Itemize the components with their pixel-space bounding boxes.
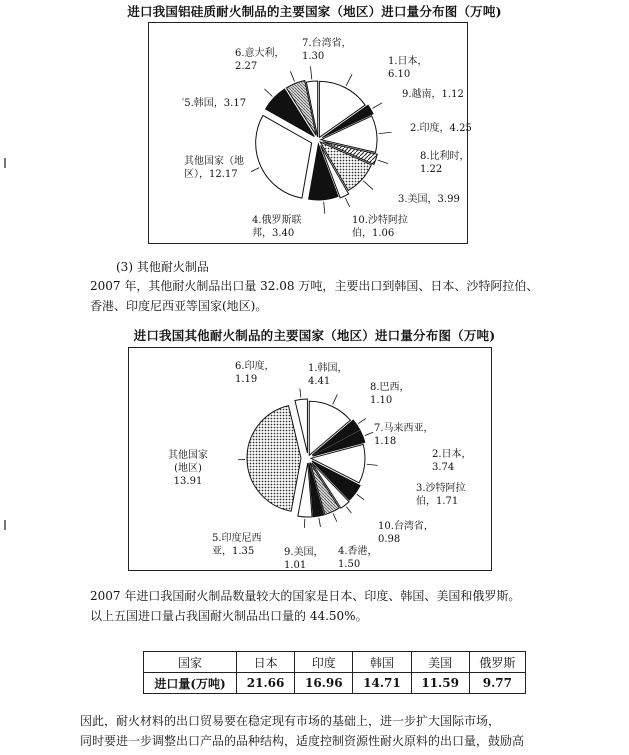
chart1-label-italy: 6.意大利， 2.27 — [235, 48, 285, 72]
chart2-label-japan: 2.日本， 3.74 — [432, 449, 472, 473]
paragraph-conclusion: 因此，耐火材料的出口贸易要在稳定现有市场的基础上，进一步扩大国际市场， 同时要进一步调整出口产品的品种结构，适度控制资源性耐火原料的出口量，鼓励高 — [80, 714, 525, 748]
chart1-label-india: 2.印度，4.25 — [410, 123, 472, 134]
chart2-label-korea: 1.韩国， 4.41 — [308, 363, 348, 387]
chart2-leader-line — [346, 507, 351, 513]
table-header-cell: 俄罗斯 — [469, 652, 525, 673]
table-header-cell: 印度 — [295, 652, 353, 673]
table-cell: 11.59 — [411, 673, 469, 694]
paragraph-top-importers: 2007 年进口我国耐火制品数量较大的国家是日本、印度、韩国、美国和俄罗斯。 以上五国进口量占我国耐火制品出口量的 44.50%。 — [90, 589, 521, 623]
chart1-label-vietnam: 9.越南，1.12 — [402, 89, 464, 100]
table-cell: 进口量(万吨) — [144, 673, 237, 694]
table-cell: 21.66 — [237, 673, 295, 694]
chart2-leader-line — [365, 432, 373, 435]
import-volume-table — [143, 651, 526, 694]
chart2-label-saudi: 3.沙特阿拉 伯，1.71 — [416, 483, 466, 507]
chart1-title: 进口我国铝硅质耐火制品的主要国家（地区）进口量分布图（万吨) — [127, 4, 502, 19]
table-header-cell: 国家 — [144, 652, 237, 673]
chart2-label-brazil: 8.巴西， 1.10 — [370, 382, 410, 406]
chart2-label-india: 6.印度， 1.19 — [235, 361, 275, 385]
chart2-leader-line — [367, 464, 378, 465]
table-row — [144, 673, 526, 694]
chart2-label-malaysia: 7.马来西亚， 1.18 — [374, 423, 434, 447]
table-header-row — [144, 652, 526, 673]
chart2-leader-line — [357, 494, 364, 499]
chart2-leader-line — [358, 419, 365, 424]
chart2-label-taiwan: 10.台湾省， 0.98 — [378, 521, 434, 545]
chart1-label-others: 其他国家（地 区），12.17 — [184, 156, 244, 180]
table-cell: 9.77 — [469, 673, 525, 694]
table-header-cell: 日本 — [237, 652, 295, 673]
chart2-label-others: 其他国家 (地区) 13.91 — [168, 450, 208, 487]
chart1-label-usa: 3.美国，3.99 — [398, 194, 460, 205]
chart2-label-indonesia: 5.印度尼西 亚，1.35 — [212, 533, 262, 557]
chart1-label-saudi: 10.沙特阿拉 伯，1.06 — [352, 215, 408, 239]
chart2-leader-line — [319, 518, 321, 527]
chart2-leader-line — [333, 514, 337, 522]
chart2-leader-line — [300, 388, 301, 397]
chart1-label-belgium: 8.比利时， 1.22 — [420, 151, 470, 175]
section-heading: (3) 其他耐火制品 — [116, 260, 209, 274]
chart1-label-russia: 4.俄罗斯联 邦，3.40 — [252, 215, 302, 239]
table-header-cell: 韩国 — [353, 652, 411, 673]
chart2-label-hongkong: 4.香港， 1.50 — [338, 546, 378, 570]
chart1-label-taiwan: 7.台湾省， 1.30 — [302, 38, 352, 62]
chart2-title: 进口我国其他耐火制品的主要国家（地区）进口量分布图（万吨) — [133, 328, 496, 343]
table-header-cell: 美国 — [411, 652, 469, 673]
paragraph-export-summary: 2007 年，其他耐火制品出口量 32.08 万吨，主要出口到韩国、日本、沙特阿拉伯、 香港、印度尼西亚等国家(地区)。 — [90, 279, 539, 313]
chart2-leader-line — [333, 394, 338, 404]
chart1-label-japan: 1.日本， 6.10 — [388, 56, 428, 80]
chart2-slice — [247, 406, 301, 512]
table-cell: 16.96 — [295, 673, 353, 694]
chart1-label-korea: ′5.韩国，3.17 — [182, 98, 247, 109]
margin-mark — [4, 520, 6, 530]
chart2-label-usa: 9.美国， 1.01 — [284, 547, 324, 571]
table-cell: 14.71 — [353, 673, 411, 694]
margin-mark — [4, 158, 6, 168]
